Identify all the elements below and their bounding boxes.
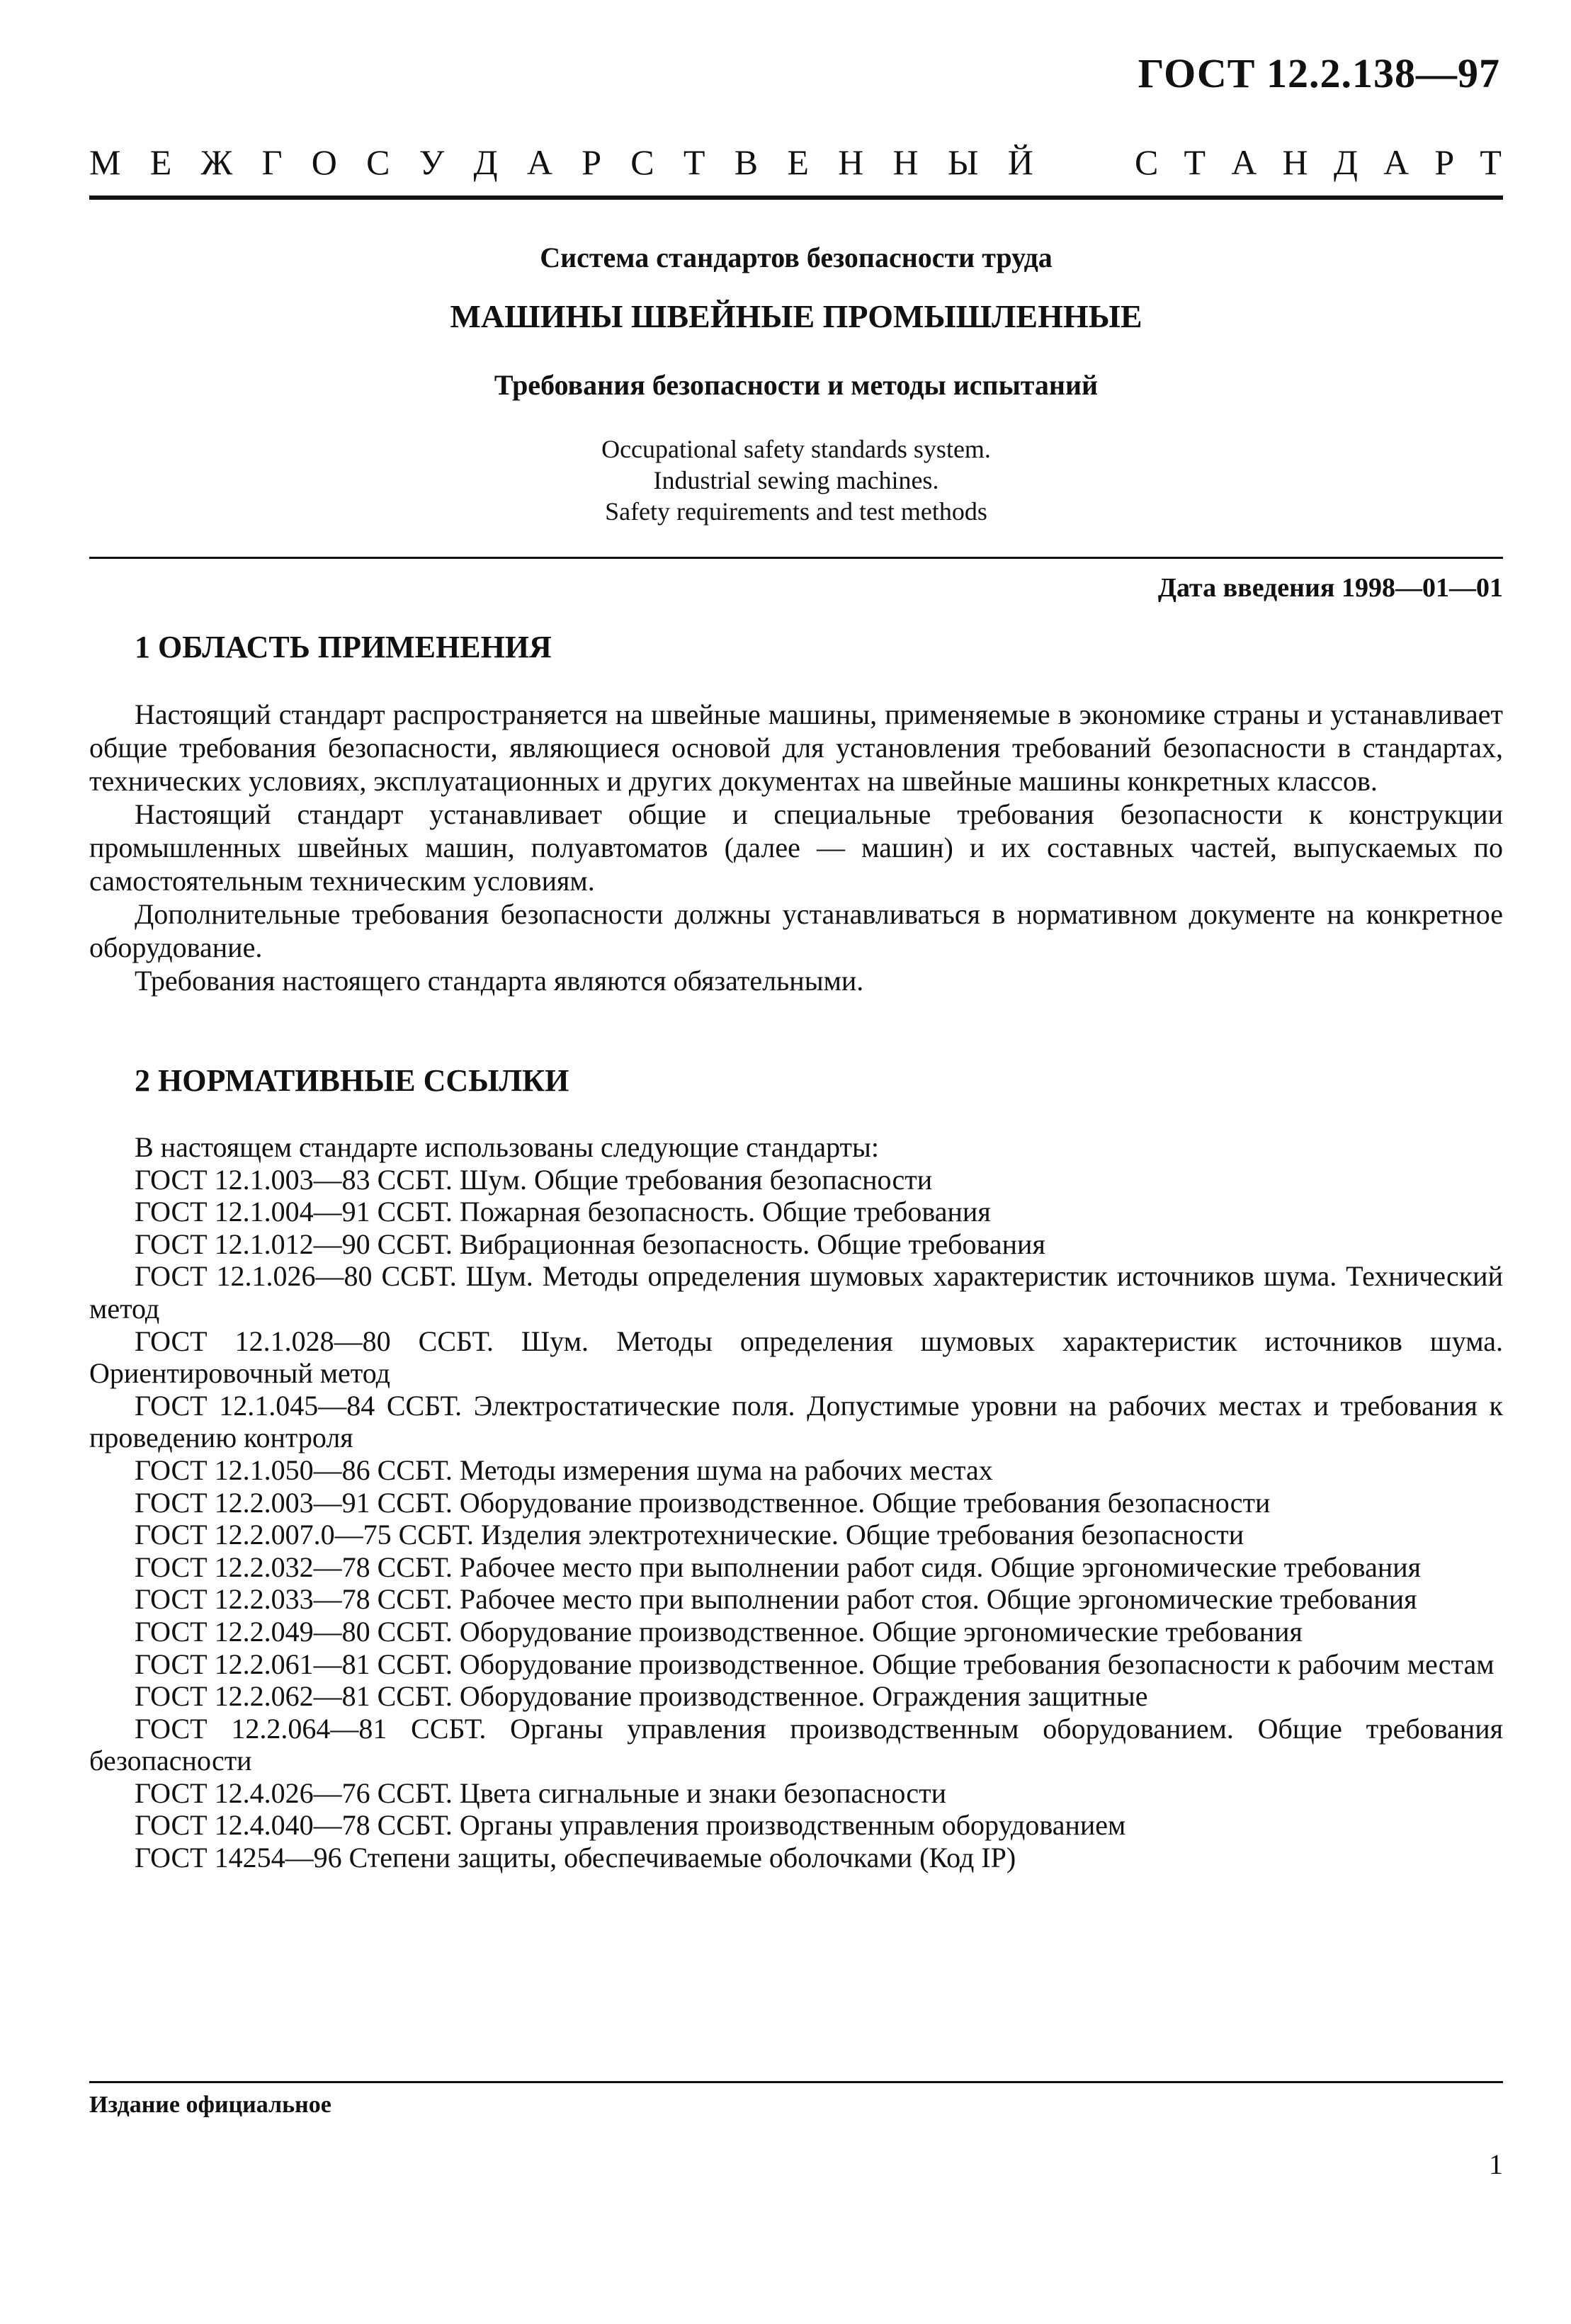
reference-item: ГОСТ 12.1.012—90 ССБТ. Вибрационная безопасность. Общие требования [135,1228,1045,1260]
reference-item: ГОСТ 12.2.062—81 ССБТ. Оборудование производственное. Ограждения защитные [135,1680,1148,1713]
reference-item: ГОСТ 12.2.032—78 ССБТ. Рабочее место при выполнении работ сидя. Общие эргономические требования [135,1551,1422,1583]
scope-paragraph: Требования настоящего стандарта являются обязательными. [135,965,864,997]
banner-letter: Р [582,142,603,182]
reference-item: ГОСТ 12.2.003—91 ССБТ. Оборудование производственное. Общие требования безопасности [135,1486,1271,1519]
banner-letter: А [1383,142,1411,182]
interstate-standard-banner [89,142,1503,183]
banner-letter: В [734,142,760,182]
banner-letter: С [630,142,656,182]
reference-item: ГОСТ 12.2.007.0—75 ССБТ. Изделия электротехнические. Общие требования безопасности [135,1519,1244,1551]
banner-letter: Д [473,142,499,182]
reference-item: ГОСТ 14254—96 Степени защиты, обеспечиваемые оболочками (Код IP) [135,1842,1016,1874]
banner-letter: С [366,142,392,182]
banner-letter: А [526,142,554,182]
banner-letter: Е [149,142,174,182]
english-title-line: Occupational safety standards system. [601,435,991,463]
scope-body [89,698,1503,997]
reference-item: ГОСТ 12.2.033—78 ССБТ. Рабочее место при выполнении работ стоя. Общие эргономические требования [135,1583,1417,1616]
reference-item: ГОСТ 12.1.004—91 ССБТ. Пожарная безопасность. Общие требования [135,1196,991,1228]
reference-item: ГОСТ 12.1.050—86 ССБТ. Методы измерения шума на рабочих местах [135,1453,993,1486]
introduction-date: Дата введения 1998—01—01 [1157,573,1503,603]
banner-letter: А [1231,142,1259,182]
reference-item: ГОСТ 12.1.026—80 ССБТ. Шум. Методы определения шумовых характеристик источников шума. Технический метод [89,1260,1503,1325]
banner-letter: О [311,142,339,182]
banner-letter: Ж [200,142,234,182]
section-heading-scope: 1 ОБЛАСТЬ ПРИМЕНЕНИЯ [135,630,552,664]
reference-item: ГОСТ 12.1.045—84 ССБТ. Электростатические поля. Допустимые уровни на рабочих местах и требования к проведению контроля [89,1389,1503,1454]
reference-item: ГОСТ 12.1.003—83 ССБТ. Шум. Общие требования безопасности [135,1163,933,1196]
document-title: МАШИНЫ ШВЕЙНЫЕ ПРОМЫШЛЕННЫЕ [450,298,1142,334]
banner-word-interstate [89,142,1035,183]
banner-letter: Й [1007,142,1035,182]
banner-letter: Н [1282,142,1310,182]
scope-paragraph: Дополнительные требования безопасности должны устанавливаться в нормативном документе на конкретное оборудование. [89,898,1503,963]
english-title-line: Safety requirements and test methods [605,497,987,526]
page-number: 1 [1489,2148,1503,2180]
banner-letter: Ы [947,142,980,182]
document-subtitle: Требования безопасности и методы испытаний [494,369,1099,401]
banner-letter: С [1135,142,1160,182]
banner-letter: Г [261,142,284,182]
reference-item: ГОСТ 12.2.061—81 ССБТ. Оборудование производственное. Общие требования безопасности к рабочим местам [135,1648,1495,1680]
section-heading-normative-references: 2 НОРМАТИВНЫЕ ССЫЛКИ [135,1063,569,1098]
reference-item: ГОСТ 12.4.026—76 ССБТ. Цвета сигнальные и знаки безопасности [135,1776,946,1809]
official-edition-label: Издание официальное [89,2092,331,2118]
footer-rule [89,2081,1503,2083]
normative-references-list [89,1131,1503,1874]
banner-letter: Н [838,142,866,182]
title-rule [89,557,1503,559]
english-title-line: Industrial sewing machines. [653,466,939,494]
banner-letter: Т [1184,142,1208,182]
scope-paragraph: Настоящий стандарт устанавливает общие и специальные требования безопасности к конструкции промышленных швейных машин, полуавтоматов (далее — машин) и их составных частей, выпускаемых по самостоятельным техническим условиям. [89,798,1503,897]
banner-letter: Т [683,142,707,182]
banner-letter: У [419,142,446,182]
references-lead: В настоящем стандарте использованы следующие стандарты: [135,1131,880,1163]
reference-item: ГОСТ 12.4.040—78 ССБТ. Органы управления производственным оборудованием [135,1809,1126,1842]
reference-item: ГОСТ 12.2.049—80 ССБТ. Оборудование производственное. Общие эргономические требования [135,1615,1303,1648]
header-rule [89,195,1503,200]
english-title [89,433,1503,527]
banner-letter: Д [1333,142,1359,182]
standards-series: Система стандартов безопасности труда [540,242,1053,273]
reference-item: ГОСТ 12.1.028—80 ССБТ. Шум. Методы определения шумовых характеристик источников шума. Ориентировочный метод [89,1325,1503,1390]
gost-number: ГОСТ 12.2.138—97 [1138,50,1500,96]
banner-letter: Р [1434,142,1456,182]
banner-letter: Т [1480,142,1503,182]
reference-item: ГОСТ 12.2.064—81 ССБТ. Органы управления производственным оборудованием. Общие требования безопасности [89,1712,1503,1777]
banner-letter: Е [787,142,810,182]
banner-letter: М [89,142,123,182]
banner-letter: Н [892,142,920,182]
banner-word-standard [1135,142,1503,183]
scope-paragraph: Настоящий стандарт распространяется на швейные машины, применяемые в экономике страны и устанавливает общие требования безопасности, являющиеся основой для установления требований безопасности в стандартах, технических условиях, эксплуатационных и других документах на швейные машины конкретных классов. [89,698,1503,797]
